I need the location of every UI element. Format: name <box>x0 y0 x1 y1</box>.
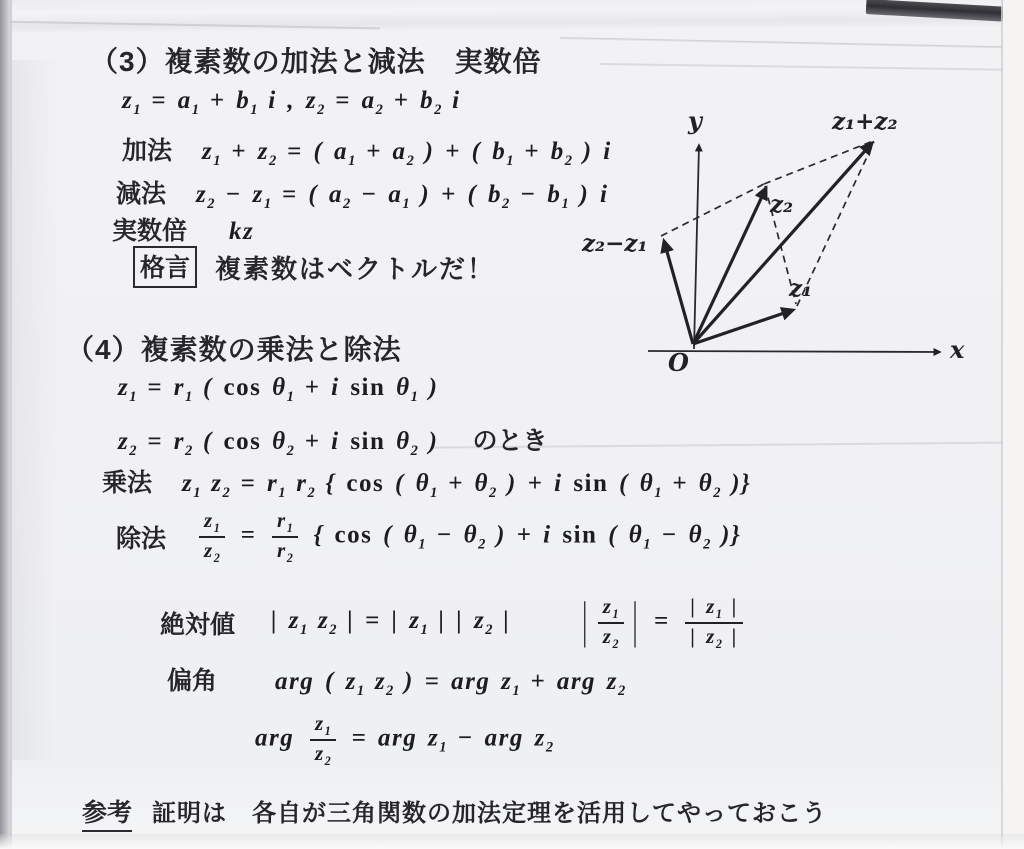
paper-shading <box>12 60 58 760</box>
polar2-suffix: のとき <box>472 427 548 455</box>
polar1-row <box>118 374 438 406</box>
division-row <box>116 505 741 569</box>
subtraction-row <box>116 174 608 213</box>
z1-vector-label: z₁ <box>789 275 813 302</box>
origin-label: O <box>668 348 689 377</box>
vector-z2 <box>693 188 766 344</box>
addition-row <box>122 131 612 170</box>
argument-row <box>167 661 625 700</box>
multiplication-formula: $z_1$ $z_2 = r_1$ $r_2$ { cos ( $\theta_1 + \theta_2$ ) + i sin ( $\theta_1 + \theta_2$ )} <box>182 470 752 501</box>
definition-row <box>122 87 461 119</box>
subtraction-formula: $z_2 - z_1$ = ( $a_2 - a_1$ ) + ( $b_2 - b_1$ ) i <box>196 181 609 212</box>
vector-z2-minus-z1 <box>664 241 693 344</box>
polar2-row <box>118 421 547 460</box>
argument-label: 偏角 <box>167 667 218 695</box>
y-axis <box>694 145 699 349</box>
maxim-badge: 格言 <box>133 246 197 288</box>
note-text: 証明は 各自が三角関数の加法定理を活用してやっておこう <box>152 800 828 827</box>
scalar-label: 実数倍 <box>112 217 188 245</box>
multiplication-label: 乗法 <box>102 469 153 497</box>
section3-heading: （3）複素数の加法と減法 実数倍 <box>90 46 542 77</box>
addition-formula: $z_1 + z_2$ = ( $a_1 + a_2$ ) + ( $b_1 + b_2$ ) i <box>202 138 612 169</box>
section3-heading-row <box>90 40 542 80</box>
absolute-product-formula: | $z_1$ $z_2$ | = | $z_1$ | | $z_2$ | <box>271 607 511 638</box>
polar-form-z1: $z_1 = r_1$ ( $\cos \theta_1 + i$ $\sin \theta_1$ ) <box>118 374 439 405</box>
absolute-quotient-formula: | $\frac{z_1}{z_2}$ | = $\frac{| z_1 |}{| z_2 |}$ <box>578 594 748 651</box>
maxim-row <box>133 246 495 288</box>
absolute-value-label: 絶対値 <box>160 611 236 639</box>
argument-product-formula: arg ( $z_1$ $z_2$ ) = arg $z_1$ + arg $z_2$ <box>275 668 626 699</box>
division-formula: $\frac{z_1}{z_2}$ = $\frac{r_1}{r_2}$ { cos ( $\theta_1 - \theta_2$ ) + i sin ( $\theta_1 - \theta_2$ )} <box>194 508 741 565</box>
note-row <box>82 793 827 832</box>
definition-formula: $z_1 = a_1 + b_1$ i , $z_2 = a_2 + b_2$ i <box>122 87 461 118</box>
maxim-text: 複素数はベクトルだ！ <box>215 253 496 284</box>
paper-edge-line <box>10 0 12 849</box>
complex-plane-diagram <box>570 95 1010 390</box>
parallelogram-dashed-lines <box>661 141 874 306</box>
scalar-row <box>112 211 254 247</box>
paper-crease <box>560 37 1024 50</box>
section4-heading-row <box>66 328 402 368</box>
paper-crease <box>600 63 1024 71</box>
division-label: 除法 <box>116 525 167 553</box>
subtraction-label: 減法 <box>116 180 167 208</box>
argument-quotient-formula: arg $\frac{z_1}{z_2}$ = arg $z_1$ − arg $z_2$ <box>255 711 554 769</box>
sum-vector-label: z₁+z₂ <box>832 108 898 135</box>
section4-heading: （4）複素数の乗法と除法 <box>66 334 402 365</box>
absolute-value-row <box>160 588 748 658</box>
x-axis-label: x <box>950 335 965 364</box>
scan-edge-bottom <box>0 834 1024 849</box>
polar-form-z2: $z_2 = r_2$ ( $\cos \theta_2 + i$ $\sin \theta_2$ ) <box>118 428 439 459</box>
note-label: 参考 <box>82 793 132 832</box>
multiplication-row <box>102 463 751 502</box>
scan-edge-left <box>0 0 10 849</box>
diff-vector-label: z₂−z₁ <box>582 230 648 257</box>
argument-quotient-row <box>255 708 553 772</box>
addition-label: 加法 <box>122 137 173 165</box>
y-axis-label: y <box>688 106 702 135</box>
z2-vector-label: z₂ <box>770 191 794 218</box>
scalar-formula: kz <box>229 218 255 245</box>
x-axis <box>648 351 940 352</box>
